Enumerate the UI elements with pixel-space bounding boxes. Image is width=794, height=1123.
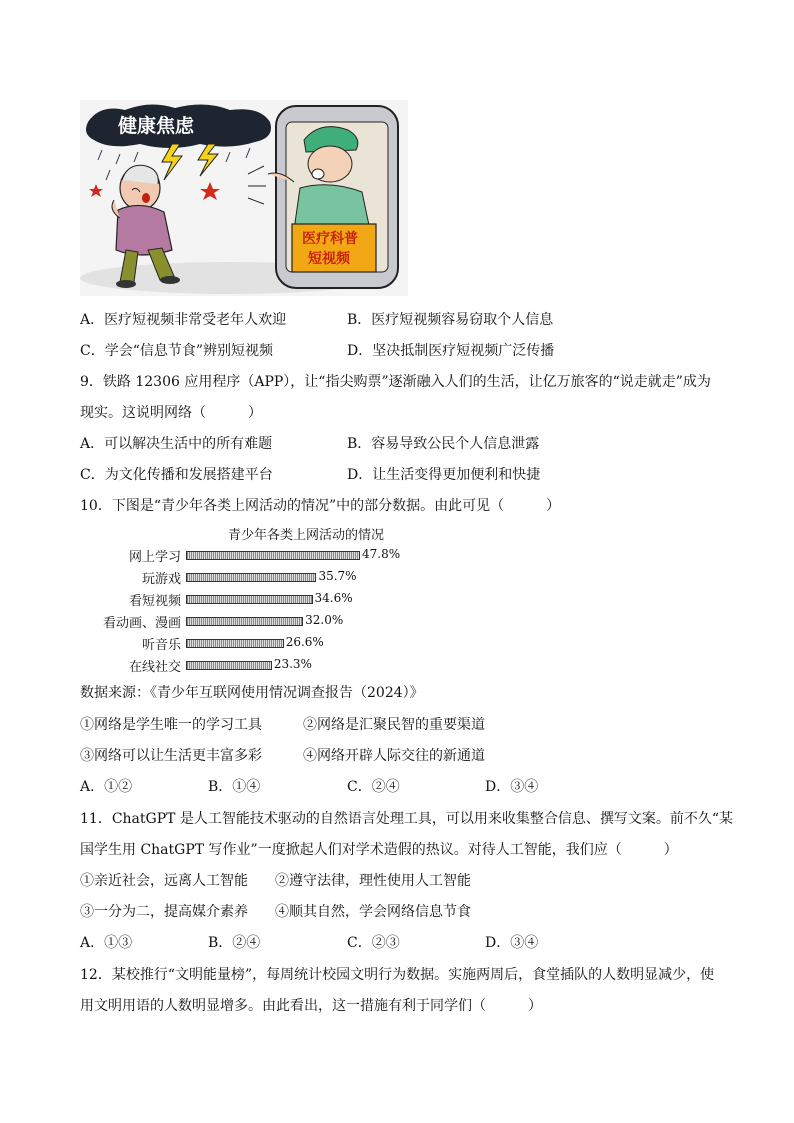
chart-data-label: 35.7% (318, 569, 357, 583)
q11-option-a: A．①③ (80, 935, 133, 951)
chart-bar (186, 551, 360, 560)
q8-option-c: C．学会“信息节食”辨别短视频 (80, 343, 274, 359)
q11-option-c: C．②③ (347, 935, 400, 951)
q10-option-c: C．②④ (347, 779, 400, 795)
chart-data-label: 34.6% (314, 591, 353, 605)
q9-option-a: A．可以解决生活中的所有难题 (80, 436, 273, 452)
chart-bar (186, 639, 284, 648)
chart-bar (186, 573, 316, 582)
q11-statement-3: ③一分为二，提高媒介素养 (80, 904, 248, 920)
q10-data-source: 数据来源：《青少年互联网使用情况调查报告（2024）》 (80, 685, 424, 701)
chart-category-label: 网上学习 (128, 550, 181, 565)
q8-option-b: B．医疗短视频容易窃取个人信息 (347, 312, 554, 328)
health-anxiety-cartoon (80, 100, 408, 296)
chart-category-label: 在线社交 (128, 660, 181, 675)
phone-sign-line1: 医疗科普 (302, 231, 358, 247)
q10-statement-2: ②网络是汇聚民智的重要渠道 (303, 717, 485, 733)
chart-bar (186, 617, 303, 626)
q10-statement-4: ④网络开辟人际交往的新通道 (303, 748, 485, 764)
q12-stem-line2: 用文明用语的人数明显增多。由此看出，这一措施有利于同学们（ ） (80, 998, 542, 1014)
q9-option-b: B．容易导致公民个人信息泄露 (347, 436, 540, 452)
chart-title: 青少年各类上网活动的情况 (227, 528, 384, 543)
chart-data-label: 47.8% (362, 547, 401, 561)
q8-option-d: D．坚决抵制医疗短视频广泛传播 (347, 343, 555, 359)
q10-option-b: B．①④ (208, 779, 261, 795)
q9-stem-line2: 现实。这说明网络（ ） (80, 405, 262, 421)
q11-statement-4: ④顺其自然，学会网络信息节食 (275, 904, 471, 920)
q9-stem-line1: 9．铁路 12306 应用程序（APP），让“指尖购票”逐渐融入人们的生活，让亿万旅客的“说走就走”成为 (80, 374, 711, 390)
chart-data-label: 26.6% (285, 635, 324, 649)
chart-data-label: 23.3% (273, 657, 312, 671)
chart-data-label: 32.0% (305, 613, 344, 627)
chart-category-label: 看动画、漫画 (102, 616, 181, 631)
q11-stem-line2: 国学生用 ChatGPT 写作业”一度掀起人们对学术造假的热议。对待人工智能，我们应（ ） (80, 842, 678, 858)
q11-statement-1: ①亲近社会，远离人工智能 (80, 873, 248, 889)
q10-statement-1: ①网络是学生唯一的学习工具 (80, 717, 262, 733)
q11-statement-2: ②遵守法律，理性使用人工智能 (275, 873, 471, 889)
q8-option-a: A．医疗短视频非常受老年人欢迎 (80, 312, 287, 328)
q12-stem-line1: 12．某校推行“文明能量榜”，每周统计校园文明行为数据。实施两周后，食堂插队的人数明显减少，使 (80, 967, 715, 983)
q9-option-c: C．为文化传播和发展搭建平台 (80, 467, 273, 483)
chart-category-label: 听音乐 (141, 638, 181, 653)
q10-option-a: A．①② (80, 779, 133, 795)
q11-option-d: D．③④ (485, 935, 539, 951)
q10-statement-3: ③网络可以让生活更丰富多彩 (80, 748, 262, 764)
q10-option-d: D．③④ (485, 779, 539, 795)
chart-bar (186, 595, 313, 604)
cartoon-banner: 健康焦虑 (118, 115, 195, 137)
chart-category-label: 玩游戏 (141, 572, 181, 587)
q11-option-b: B．②④ (208, 935, 261, 951)
chart-bar (186, 661, 272, 670)
chart-category-label: 看短视频 (128, 594, 181, 609)
phone-sign-line2: 短视频 (308, 251, 350, 267)
q11-stem-line1: 11．ChatGPT 是人工智能技术驱动的自然语言处理工具，可以用来收集整合信息、撰写文案。前不久“某 (80, 811, 734, 827)
q10-stem: 10．下图是“青少年各类上网活动的情况”中的部分数据。由此可见（ ） (80, 498, 561, 514)
online-activities-bar-chart (90, 524, 420, 679)
q9-option-d: D．让生活变得更加便利和快捷 (347, 467, 541, 483)
